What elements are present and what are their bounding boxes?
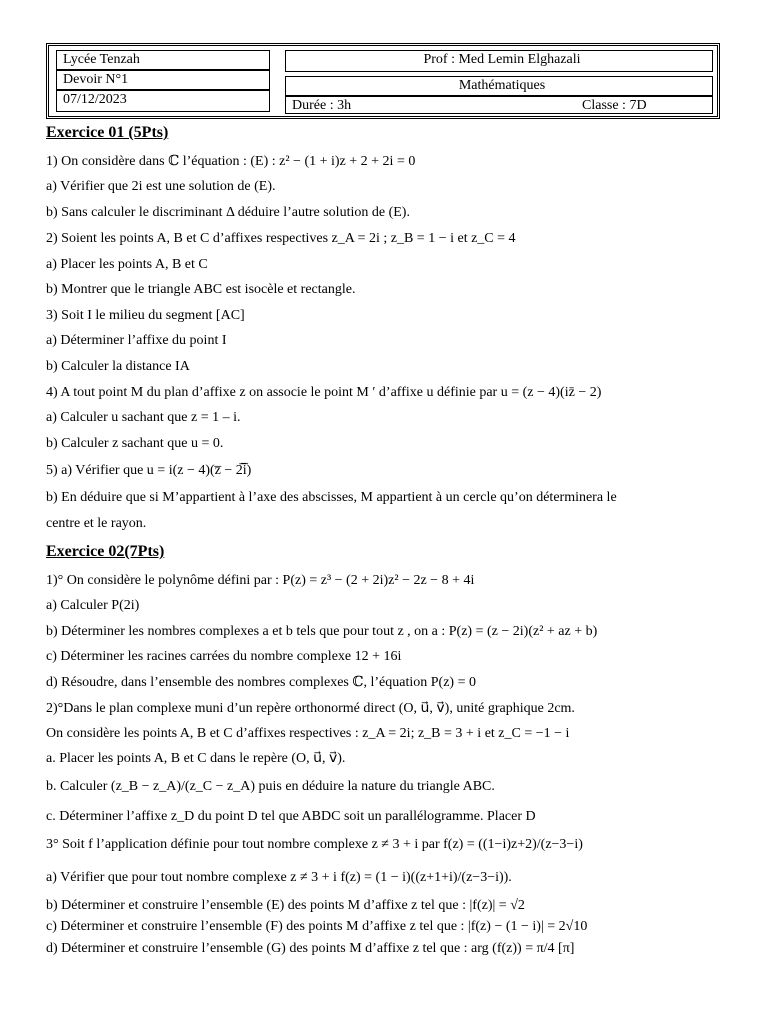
ex2-line: d) Résoudre, dans l’ensemble des nombres complexes ℂ, l’équation P(z) = 0 [46,675,476,690]
ex1-line: b) Calculer z sachant que u = 0. [46,436,224,451]
ex1-line: b) Calculer la distance IA [46,359,190,374]
ex2-line: a. Placer les points A, B et C dans le repère (O, u⃗, v⃗). [46,751,346,766]
ex2-line: c) Déterminer les racines carrées du nombre complexe 12 + 16i [46,649,402,664]
exercise-1-title: Exercice 01 (5Pts) [46,124,169,141]
ex1-line: b) Montrer que le triangle ABC est isocèle et rectangle. [46,282,356,297]
ex2-line: b) Déterminer les nombres complexes a et b tels que pour tout z , on a : P(z) = (z − 2i)(z² + az + b) [46,624,598,639]
ex2-line: 3° Soit f l’application définie pour tout nombre complexe z ≠ 3 + i par f(z) = ((1−i)z+2)/(z−3−i) [46,837,583,852]
ex1-line: centre et le rayon. [46,516,147,531]
ex2-line: 2)°Dans le plan complexe muni d’un repère orthonormé direct (O, u⃗, v⃗), unité graphique 2cm. [46,701,575,716]
duration-class-row [285,96,713,114]
subject: Mathématiques [285,76,713,96]
ex1-line: a) Calculer u sachant que z = 1 – i. [46,410,241,425]
ex2-line: a) Calculer P(2i) [46,598,140,613]
school-name: Lycée Tenzah [56,50,270,70]
ex1-line: a) Vérifier que 2i est une solution de (E). [46,179,276,194]
ex1-line: 3) Soit I le milieu du segment [AC] [46,308,245,323]
ex1-line: a) Déterminer l’affixe du point I [46,333,227,348]
ex1-line: a) Placer les points A, B et C [46,257,208,272]
ex1-line: b) En déduire que si M’appartient à l’axe des abscisses, M appartient à un cercle qu’on déterminera le [46,490,617,505]
ex1-line: 5) a) Vérifier que u = i(z − 4)(z̅ − 2̅i̅) [46,463,252,478]
ex2-line: c. Déterminer l’affixe z_D du point D tel que ABDC soit un parallélogramme. Placer D [46,809,536,824]
devoir-number: Devoir N°1 [56,70,270,90]
ex1-line: b) Sans calculer le discriminant Δ déduire l’autre solution de (E). [46,205,410,220]
exam-date: 07/12/2023 [56,90,270,112]
ex2-line: 1)° On considère le polynôme défini par : P(z) = z³ − (2 + 2i)z² − 2z − 8 + 4i [46,573,475,588]
ex2-line: d) Déterminer et construire l’ensemble (G) des points M d’affixe z tel que : arg (f(z)) = π/4 [π] [46,941,575,956]
ex2-line: c) Déterminer et construire l’ensemble (F) des points M d’affixe z tel que : |f(z) − (1 − i)| = 2√10 [46,919,588,934]
header-table [46,43,720,119]
ex2-line: On considère les points A, B et C d’affixes respectives : z_A = 2i; z_B = 3 + i et z_C = −1 − i [46,726,570,741]
ex1-line: 2) Soient les points A, B et C d’affixes respectives z_A = 2i ; z_B = 1 − i et z_C = 4 [46,231,516,246]
ex2-line: b. Calculer (z_B − z_A)/(z_C − z_A) puis en déduire la nature du triangle ABC. [46,779,495,794]
ex1-line: 4) A tout point M du plan d’affixe z on associe le point M ′ d’affixe u définie par u = (z − 4)(iz̄ − 2) [46,385,602,400]
teacher-name: Prof : Med Lemin Elghazali [285,50,713,72]
duration: Durée : 3h [292,98,352,113]
class-level: Classe : 7D [582,98,647,113]
ex1-line: 1) On considère dans ℂ l’équation : (E) : z² − (1 + i)z + 2 + 2i = 0 [46,154,416,169]
exercise-2-title: Exercice 02(7Pts) [46,543,165,560]
ex2-line: b) Déterminer et construire l’ensemble (E) des points M d’affixe z tel que : |f(z)| = √2 [46,898,525,913]
ex2-line: a) Vérifier que pour tout nombre complexe z ≠ 3 + i f(z) = (1 − i)((z+1+i)/(z−3−i)). [46,870,512,885]
